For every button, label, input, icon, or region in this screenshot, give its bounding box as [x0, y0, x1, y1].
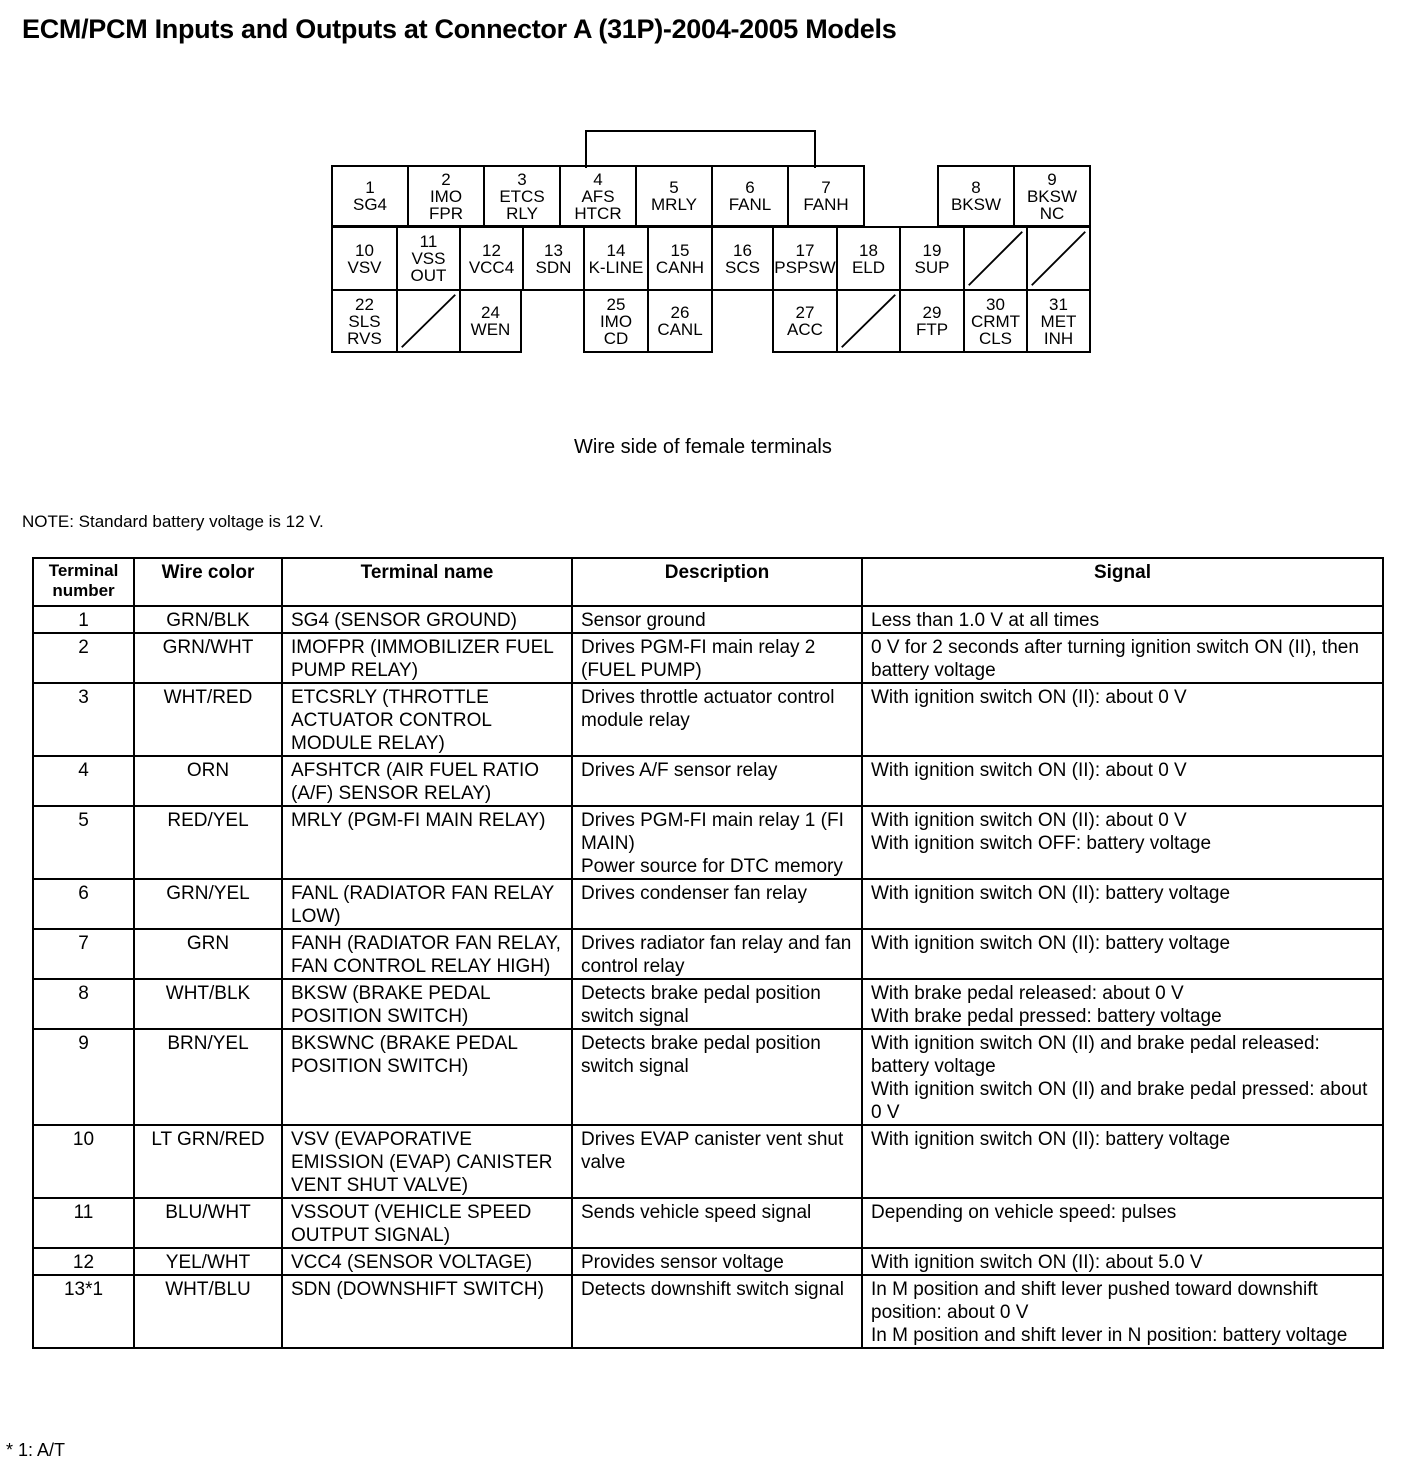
terminal-17: 17 PSPSW: [772, 226, 838, 291]
wire-color-cell: BRN/YEL: [134, 1029, 282, 1125]
signal-cell: Depending on vehicle speed: pulses: [862, 1198, 1383, 1248]
note: NOTE: Standard battery voltage is 12 V.: [22, 512, 324, 531]
signal-cell: Less than 1.0 V at all times: [862, 606, 1383, 633]
signal-cell: In M position and shift lever pushed toward downshift position: about 0 V In M position and shift lever in N position: battery voltage: [862, 1275, 1383, 1348]
terminal-3: 3 ETCS RLY: [483, 165, 561, 227]
terminal-number-cell: 3: [33, 683, 134, 756]
header-description: Description: [572, 558, 862, 606]
terminal-13: 13 SDN: [522, 226, 585, 291]
signal-cell: With ignition switch ON (II): about 5.0 V: [862, 1248, 1383, 1275]
terminal-name-cell: ETCSRLY (THROTTLE ACTUATOR CONTROL MODULE RELAY): [282, 683, 572, 756]
signal-cell: With ignition switch ON (II): about 0 V With ignition switch OFF: battery voltage: [862, 806, 1383, 879]
terminal-26: 26 CANL: [647, 289, 713, 353]
wire-color-cell: BLU/WHT: [134, 1198, 282, 1248]
terminal-21-blank: [1026, 226, 1091, 291]
terminal-1: 1 SG4: [331, 165, 409, 227]
description-cell: Detects downshift switch signal: [572, 1275, 862, 1348]
terminal-9: 9 BKSW NC: [1013, 165, 1091, 227]
terminal-number-cell: 6: [33, 879, 134, 929]
terminal-28-blank: [836, 289, 901, 353]
terminal-22: 22 SLS RVS: [331, 289, 398, 353]
table-row: [33, 1029, 1383, 1125]
table-row: [33, 1125, 1383, 1198]
terminal-number-cell: 2: [33, 633, 134, 683]
signal-cell: With brake pedal released: about 0 V With brake pedal pressed: battery voltage: [862, 979, 1383, 1029]
wire-color-cell: GRN/BLK: [134, 606, 282, 633]
connector-latch: [585, 130, 816, 168]
description-cell: Provides sensor voltage: [572, 1248, 862, 1275]
terminal-number-cell: 5: [33, 806, 134, 879]
terminal-5: 5 MRLY: [635, 165, 713, 227]
wire-color-cell: GRN/YEL: [134, 879, 282, 929]
terminal-name-cell: VSV (EVAPORATIVE EMISSION (EVAP) CANISTER VENT SHUT VALVE): [282, 1125, 572, 1198]
terminal-number-cell: 1: [33, 606, 134, 633]
terminal-15: 15 CANH: [647, 226, 713, 291]
description-cell: Detects brake pedal position switch signal: [572, 979, 862, 1029]
terminal-name-cell: SG4 (SENSOR GROUND): [282, 606, 572, 633]
terminal-7: 7 FANH: [787, 165, 865, 227]
terminal-number-cell: 8: [33, 979, 134, 1029]
terminal-16: 16 SCS: [711, 226, 774, 291]
description-cell: Drives radiator fan relay and fan control relay: [572, 929, 862, 979]
terminal-18: 18 ELD: [836, 226, 901, 291]
terminal-number-cell: 9: [33, 1029, 134, 1125]
wire-color-cell: ORN: [134, 756, 282, 806]
signal-cell: With ignition switch ON (II) and brake pedal released: battery voltage With ignition switch ON (II) and brake pedal pressed: about 0 V: [862, 1029, 1383, 1125]
signal-cell: With ignition switch ON (II): battery voltage: [862, 929, 1383, 979]
terminal-8: 8 BKSW: [937, 165, 1015, 227]
table-header-row: [33, 558, 1383, 606]
wire-color-cell: LT GRN/RED: [134, 1125, 282, 1198]
description-cell: Drives throttle actuator control module relay: [572, 683, 862, 756]
terminal-number-cell: 12: [33, 1248, 134, 1275]
connector-caption: Wire side of female terminals: [574, 436, 832, 458]
terminal-25: 25 IMO CD: [583, 289, 649, 353]
description-cell: Drives EVAP canister vent shut valve: [572, 1125, 862, 1198]
signal-cell: With ignition switch ON (II): battery voltage: [862, 879, 1383, 929]
wire-color-cell: GRN: [134, 929, 282, 979]
table-row: [33, 683, 1383, 756]
pinout-table: [32, 557, 1384, 1349]
terminal-24: 24 WEN: [459, 289, 522, 353]
terminal-number-cell: 11: [33, 1198, 134, 1248]
description-cell: Drives PGM-FI main relay 2 (FUEL PUMP): [572, 633, 862, 683]
header-signal: Signal: [862, 558, 1383, 606]
terminal-6: 6 FANL: [711, 165, 789, 227]
header-wire-color: Wire color: [134, 558, 282, 606]
description-cell: Drives A/F sensor relay: [572, 756, 862, 806]
header-terminal-name: Terminal name: [282, 558, 572, 606]
terminal-11: 11 VSS OUT: [396, 226, 461, 291]
terminal-number-cell: 10: [33, 1125, 134, 1198]
table-row: [33, 1275, 1383, 1348]
terminal-name-cell: VCC4 (SENSOR VOLTAGE): [282, 1248, 572, 1275]
terminal-14: 14 K-LINE: [583, 226, 649, 291]
terminal-name-cell: FANH (RADIATOR FAN RELAY, FAN CONTROL RELAY HIGH): [282, 929, 572, 979]
table-row: [33, 806, 1383, 879]
table-row: [33, 756, 1383, 806]
wire-color-cell: WHT/BLU: [134, 1275, 282, 1348]
description-cell: Detects brake pedal position switch signal: [572, 1029, 862, 1125]
terminal-name-cell: BKSWNC (BRAKE PEDAL POSITION SWITCH): [282, 1029, 572, 1125]
terminal-name-cell: MRLY (PGM-FI MAIN RELAY): [282, 806, 572, 879]
terminal-4: 4 AFS HTCR: [559, 165, 637, 227]
terminal-23-blank: [396, 289, 461, 353]
terminal-number-cell: 13*1: [33, 1275, 134, 1348]
table-row: [33, 929, 1383, 979]
terminal-27: 27 ACC: [772, 289, 838, 353]
terminal-name-cell: AFSHTCR (AIR FUEL RATIO (A/F) SENSOR RELAY): [282, 756, 572, 806]
terminal-number-cell: 4: [33, 756, 134, 806]
terminal-19: 19 SUP: [899, 226, 965, 291]
table-row: [33, 1198, 1383, 1248]
terminal-number-cell: 7: [33, 929, 134, 979]
terminal-30: 30 CRMT CLS: [963, 289, 1028, 353]
terminal-12: 12 VCC4: [459, 226, 524, 291]
terminal-name-cell: SDN (DOWNSHIFT SWITCH): [282, 1275, 572, 1348]
description-cell: Drives condenser fan relay: [572, 879, 862, 929]
wire-color-cell: GRN/WHT: [134, 633, 282, 683]
terminal-10: 10 VSV: [331, 226, 398, 291]
wire-color-cell: WHT/BLK: [134, 979, 282, 1029]
signal-cell: With ignition switch ON (II): about 0 V: [862, 683, 1383, 756]
table-row: [33, 606, 1383, 633]
wire-color-cell: YEL/WHT: [134, 1248, 282, 1275]
terminal-29: 29 FTP: [899, 289, 965, 353]
table-row: [33, 979, 1383, 1029]
terminal-name-cell: IMOFPR (IMMOBILIZER FUEL PUMP RELAY): [282, 633, 572, 683]
terminal-2: 2 IMO FPR: [407, 165, 485, 227]
footnote: * 1: A/T: [6, 1440, 66, 1460]
wire-color-cell: RED/YEL: [134, 806, 282, 879]
terminal-31: 31 MET INH: [1026, 289, 1091, 353]
header-terminal-number: Terminal number: [33, 558, 134, 606]
signal-cell: With ignition switch ON (II): battery voltage: [862, 1125, 1383, 1198]
table-row: [33, 1248, 1383, 1275]
signal-cell: With ignition switch ON (II): about 0 V: [862, 756, 1383, 806]
wire-color-cell: WHT/RED: [134, 683, 282, 756]
terminal-name-cell: BKSW (BRAKE PEDAL POSITION SWITCH): [282, 979, 572, 1029]
signal-cell: 0 V for 2 seconds after turning ignition switch ON (II), then battery voltage: [862, 633, 1383, 683]
table-row: [33, 879, 1383, 929]
description-cell: Sends vehicle speed signal: [572, 1198, 862, 1248]
description-cell: Drives PGM-FI main relay 1 (FI MAIN) Power source for DTC memory: [572, 806, 862, 879]
description-cell: Sensor ground: [572, 606, 862, 633]
terminal-20-blank: [963, 226, 1028, 291]
terminal-name-cell: VSSOUT (VEHICLE SPEED OUTPUT SIGNAL): [282, 1198, 572, 1248]
page-title: ECM/PCM Inputs and Outputs at Connector A (31P)-2004-2005 Models: [22, 14, 897, 44]
table-row: [33, 633, 1383, 683]
terminal-name-cell: FANL (RADIATOR FAN RELAY LOW): [282, 879, 572, 929]
